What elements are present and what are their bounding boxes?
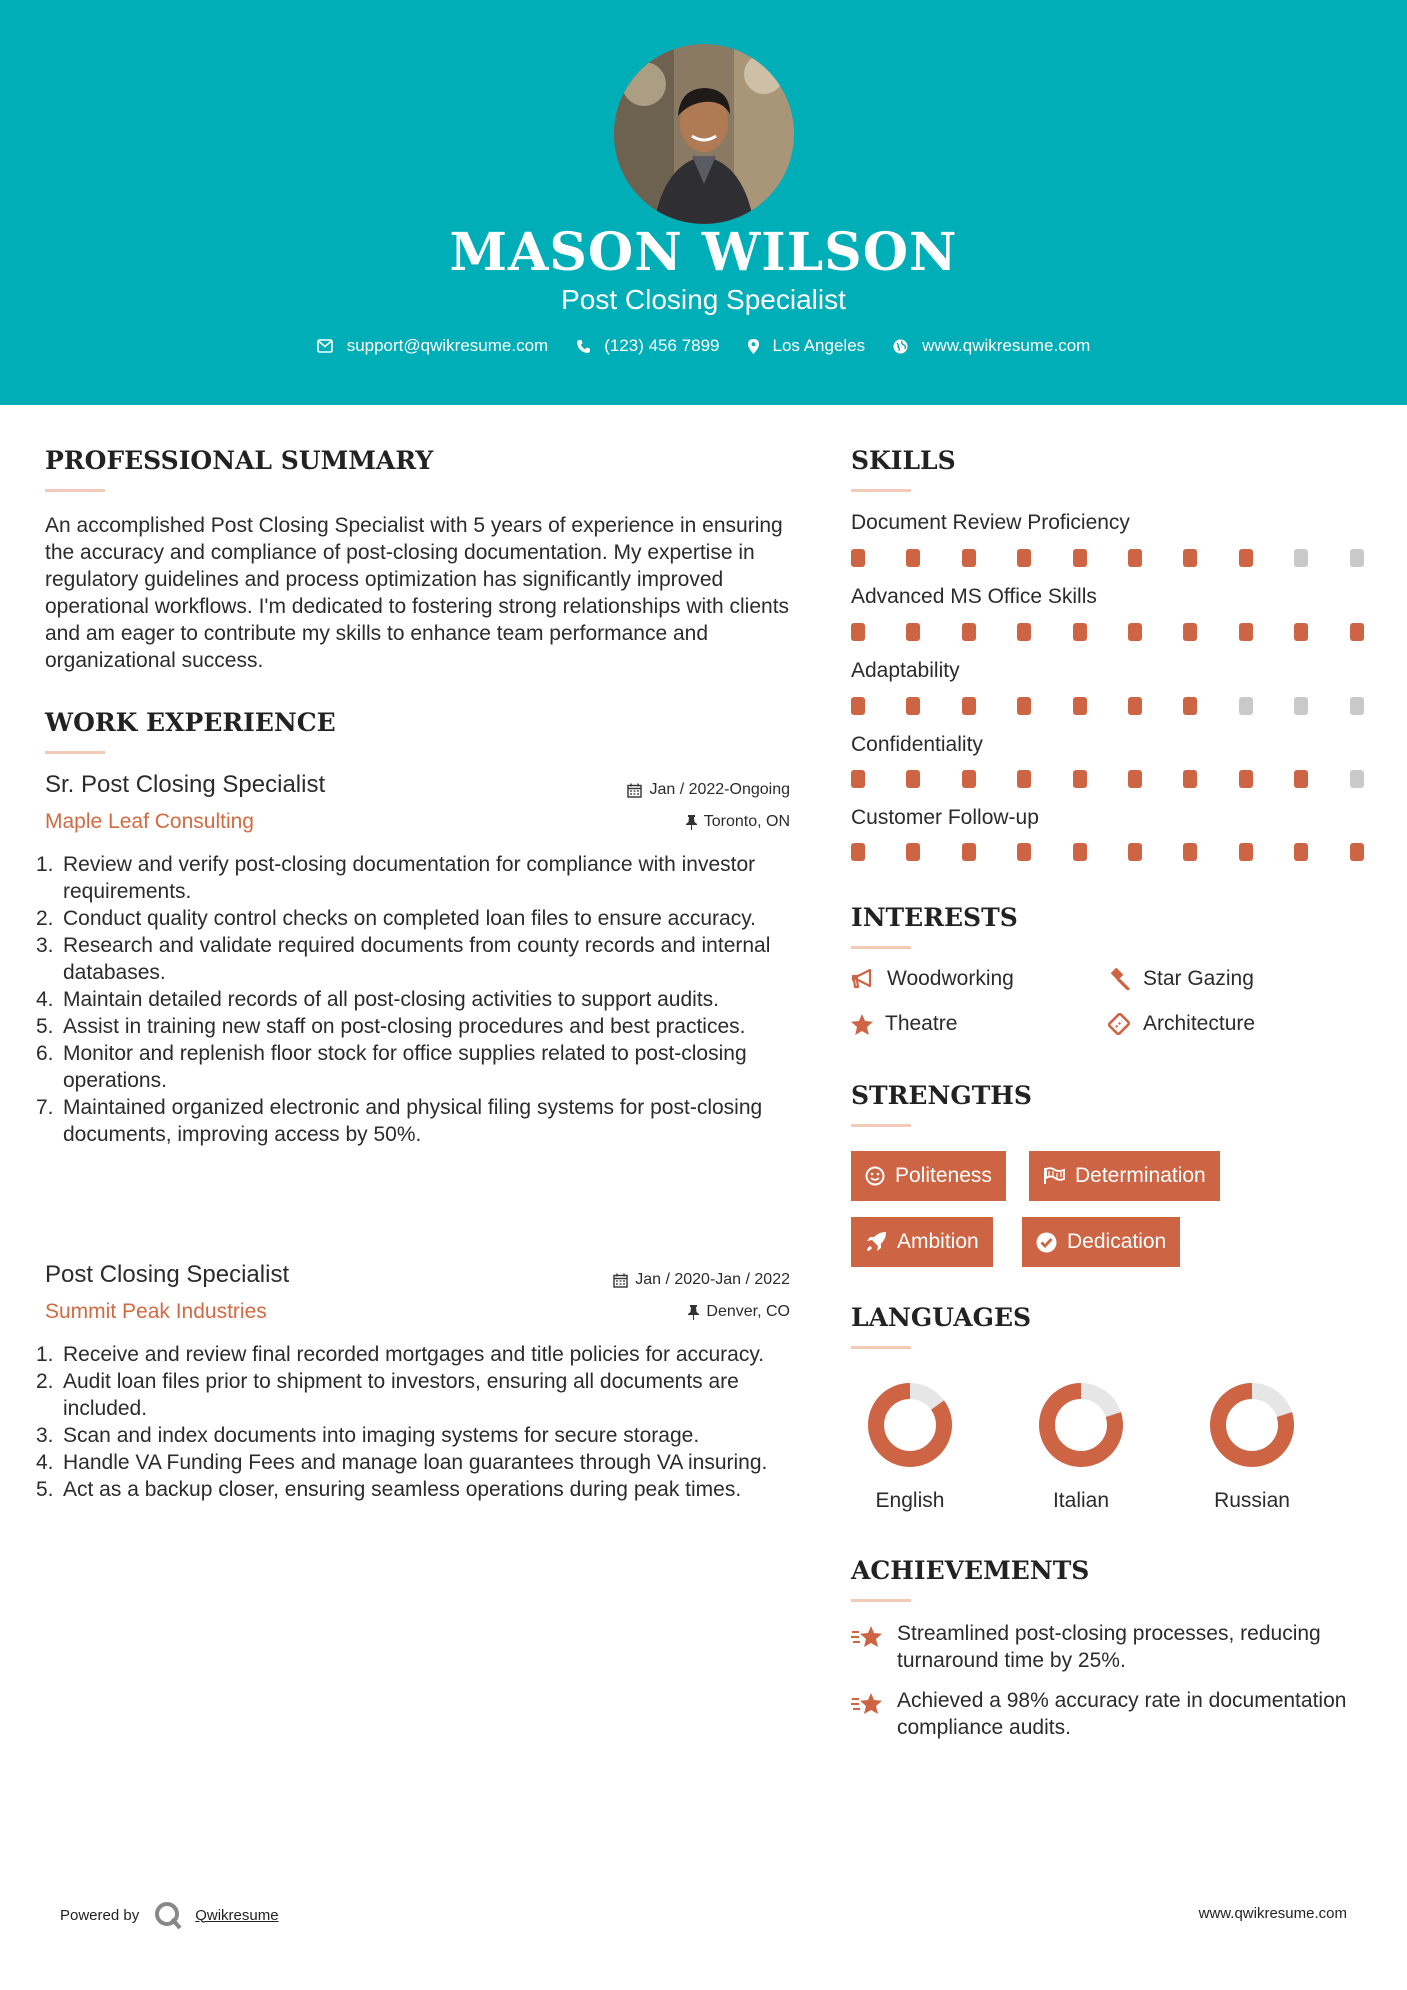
skill-dot-filled [1128, 843, 1142, 861]
rocket-icon [865, 1231, 887, 1253]
experience-heading: WORK EXPERIENCE [45, 708, 336, 737]
job-responsibilities [36, 1341, 796, 1503]
job-location [688, 1303, 790, 1321]
interests-heading: INTERESTS [851, 903, 1018, 932]
skill-dot-filled [962, 549, 976, 567]
check-circle-icon [1036, 1232, 1057, 1253]
list-item: 4. Handle VA Funding Fees and manage loan guarantees through VA insuring. [36, 1451, 768, 1474]
skill-rating [851, 770, 1364, 788]
skill-dot-filled [1183, 623, 1197, 641]
powered-by-text: Powered by [60, 1906, 140, 1924]
strength-badge: Dedication [1022, 1217, 1180, 1267]
language-donut [1036, 1380, 1126, 1470]
footer-url[interactable]: www.qwikresume.com [1198, 1905, 1347, 1922]
skills-heading: SKILLS [851, 446, 956, 475]
skill-dot-filled [851, 770, 865, 788]
pushpin-icon [688, 1305, 699, 1320]
skill-name: Advanced MS Office Skills [851, 585, 1097, 608]
skills-divider [851, 489, 911, 492]
language-name: English [875, 1489, 945, 1512]
contact-email-text: support@qwikresume.com [346, 336, 549, 355]
language-name: Russian [1214, 1489, 1290, 1512]
strength-badge: Ambition [851, 1217, 993, 1267]
contact-website[interactable] [893, 336, 1090, 356]
map-pin-icon [748, 339, 759, 354]
skill-dot-empty [1350, 770, 1364, 788]
interest-item: Woodworking [851, 967, 1014, 991]
skill-name: Customer Follow-up [851, 806, 1039, 829]
job-responsibilities [36, 851, 796, 1148]
calendar-icon [627, 783, 642, 798]
skill-dot-empty [1294, 549, 1308, 567]
job-dates [627, 781, 790, 799]
language-item [1192, 1380, 1312, 1513]
skill-dot-filled [1017, 549, 1031, 567]
achievement-item: Streamlined post-closing processes, reducing turnaround time by 25%. [851, 1620, 1371, 1674]
skill-dot-filled [906, 843, 920, 861]
skill-dot-filled [1294, 770, 1308, 788]
skill-dot-filled [1128, 697, 1142, 715]
interest-item: Star Gazing [1107, 967, 1254, 991]
skill-dot-filled [1239, 843, 1253, 861]
skill-name: Adaptability [851, 659, 960, 682]
achievements-heading: ACHIEVEMENTS [851, 1556, 1090, 1585]
skill-dot-filled [962, 770, 976, 788]
candidate-name: MASON WILSON [449, 222, 958, 283]
skill-dot-filled [1183, 549, 1197, 567]
summary-divider [45, 489, 105, 492]
skill-rating [851, 697, 1364, 715]
skill-dot-filled [851, 623, 865, 641]
contact-bar [0, 336, 1407, 356]
job-dates [613, 1271, 790, 1289]
list-item: 2. Audit loan files prior to shipment to investors, ensuring all documents are included. [36, 1370, 739, 1420]
contact-phone-text: (123) 456 7899 [604, 336, 720, 355]
shooting-star-icon [851, 1691, 885, 1717]
job-company: Summit Peak Industries [45, 1300, 267, 1323]
job-location-text: Toronto, ON [703, 813, 790, 830]
star-icon [851, 1014, 873, 1035]
candidate-title: Post Closing Specialist [561, 284, 846, 315]
skill-dot-empty [1350, 549, 1364, 567]
languages-divider [851, 1346, 911, 1349]
experience-divider [45, 751, 105, 754]
contact-location [748, 336, 866, 356]
skill-dot-filled [962, 843, 976, 861]
skill-dot-filled [1294, 623, 1308, 641]
language-item [1021, 1380, 1141, 1513]
skill-dot-filled [1017, 697, 1031, 715]
interest-item: Theatre [851, 1012, 957, 1036]
language-item [850, 1380, 970, 1513]
skill-rating [851, 843, 1364, 861]
skill-dot-filled [1073, 549, 1087, 567]
strength-badge: Politeness [851, 1151, 1006, 1201]
list-item: 2. Conduct quality control checks on completed loan files to ensure accuracy. [36, 907, 756, 930]
job-location-text: Denver, CO [706, 1303, 790, 1320]
skill-rating [851, 623, 1364, 641]
summary-heading: PROFESSIONAL SUMMARY [45, 446, 434, 475]
job-dates-text: Jan / 2020-Jan / 2022 [635, 1271, 790, 1288]
skill-dot-filled [1073, 697, 1087, 715]
envelope-icon [317, 339, 333, 353]
strength-badge: Determination [1029, 1151, 1220, 1201]
achievements-divider [851, 1599, 911, 1602]
ticket-icon [1107, 1013, 1131, 1035]
skill-dot-filled [1017, 770, 1031, 788]
skill-dot-filled [1128, 623, 1142, 641]
job-title: Sr. Post Closing Specialist [45, 771, 326, 798]
skill-dot-filled [1128, 549, 1142, 567]
skill-dot-filled [1350, 843, 1364, 861]
skill-name: Confidentiality [851, 733, 983, 756]
contact-website-text: www.qwikresume.com [922, 336, 1091, 355]
skill-dot-filled [851, 843, 865, 861]
calendar-icon [613, 1273, 628, 1288]
list-item: 5. Assist in training new staff on post-closing procedures and best practices. [36, 1015, 746, 1038]
skill-dot-filled [1239, 770, 1253, 788]
interests-divider [851, 946, 911, 949]
skill-dot-filled [1017, 843, 1031, 861]
skill-dot-filled [1183, 843, 1197, 861]
list-item: 3. Research and validate required documents from county records and internal databases. [36, 934, 771, 984]
skill-dot-empty [1350, 697, 1364, 715]
skill-dot-filled [906, 697, 920, 715]
achievement-item: Achieved a 98% accuracy rate in documentation compliance audits. [851, 1687, 1371, 1741]
list-item: 4. Maintain detailed records of all post-closing activities to support audits. [36, 988, 720, 1011]
skill-dot-filled [1239, 623, 1253, 641]
list-item: 5. Act as a backup closer, ensuring seamless operations during peak times. [36, 1478, 742, 1501]
resume-header [0, 0, 1407, 405]
skill-dot-filled [1350, 623, 1364, 641]
summary-text: An accomplished Post Closing Specialist with 5 years of experience in ensuring the accuracy and compliance of post-closing documentation. My expertise in regulatory guidelines and process optimization has significantly improved operational workflows. I'm dedicated to fostering strong relationships with clients and am eager to contribute my skills to enhance team performance and organizational success. [45, 514, 790, 672]
skill-dot-filled [1073, 623, 1087, 641]
profile-photo [614, 44, 794, 224]
skill-dot-filled [962, 697, 976, 715]
skill-dot-filled [851, 549, 865, 567]
skill-dot-filled [962, 623, 976, 641]
strengths-heading: STRENGTHS [851, 1081, 1032, 1110]
qwikresume-logo-icon [153, 1900, 183, 1930]
list-item: 1. Receive and review final recorded mortgages and title policies for accuracy. [36, 1343, 765, 1366]
list-item: 3. Scan and index documents into imaging systems for secure storage. [36, 1424, 700, 1447]
list-item: 1. Review and verify post-closing documentation for compliance with investor requirements. [36, 853, 756, 903]
skill-dot-filled [906, 770, 920, 788]
phone-icon [576, 339, 590, 354]
flag-icon [1043, 1167, 1065, 1185]
skill-dot-filled [1239, 549, 1253, 567]
contact-email[interactable] [317, 336, 549, 356]
language-name: Italian [1052, 1489, 1110, 1512]
languages-heading: LANGUAGES [851, 1303, 1032, 1332]
skill-dot-filled [1017, 623, 1031, 641]
skill-rating [851, 549, 1364, 567]
list-item: 7. Maintained organized electronic and physical filing systems for post-closing documents, improving access by 50%. [36, 1096, 763, 1146]
skill-dot-filled [1294, 843, 1308, 861]
job-company: Maple Leaf Consulting [45, 810, 254, 833]
skill-dot-empty [1239, 697, 1253, 715]
contact-phone[interactable] [576, 336, 719, 356]
job-location [686, 813, 790, 831]
skill-dot-filled [906, 623, 920, 641]
list-item: 6. Monitor and replenish floor stock for office supplies related to post-closing operations. [36, 1042, 747, 1092]
strengths-divider [851, 1124, 911, 1127]
skill-dot-filled [906, 549, 920, 567]
contact-location-text: Los Angeles [772, 336, 866, 355]
skill-dot-filled [1073, 770, 1087, 788]
brand-link[interactable]: Qwikresume [195, 1906, 279, 1924]
language-donut [1207, 1380, 1297, 1470]
skill-dot-filled [1128, 770, 1142, 788]
skill-name: Document Review Proficiency [851, 511, 1130, 534]
interest-item: Architecture [1107, 1012, 1255, 1036]
language-donut [865, 1380, 955, 1470]
job-dates-text: Jan / 2022-Ongoing [649, 781, 790, 798]
pushpin-icon [686, 815, 697, 830]
skill-dot-filled [1183, 697, 1197, 715]
skill-dot-filled [1183, 770, 1197, 788]
skill-dot-filled [1073, 843, 1087, 861]
job-title: Post Closing Specialist [45, 1261, 290, 1288]
smile-icon [865, 1166, 885, 1186]
skill-dot-filled [851, 697, 865, 715]
skill-dot-empty [1294, 697, 1308, 715]
globe-icon [893, 339, 908, 354]
shooting-star-icon [851, 1624, 885, 1650]
gavel-icon [1107, 968, 1131, 990]
footer-branding [60, 1900, 279, 1930]
megaphone-icon [851, 969, 875, 989]
